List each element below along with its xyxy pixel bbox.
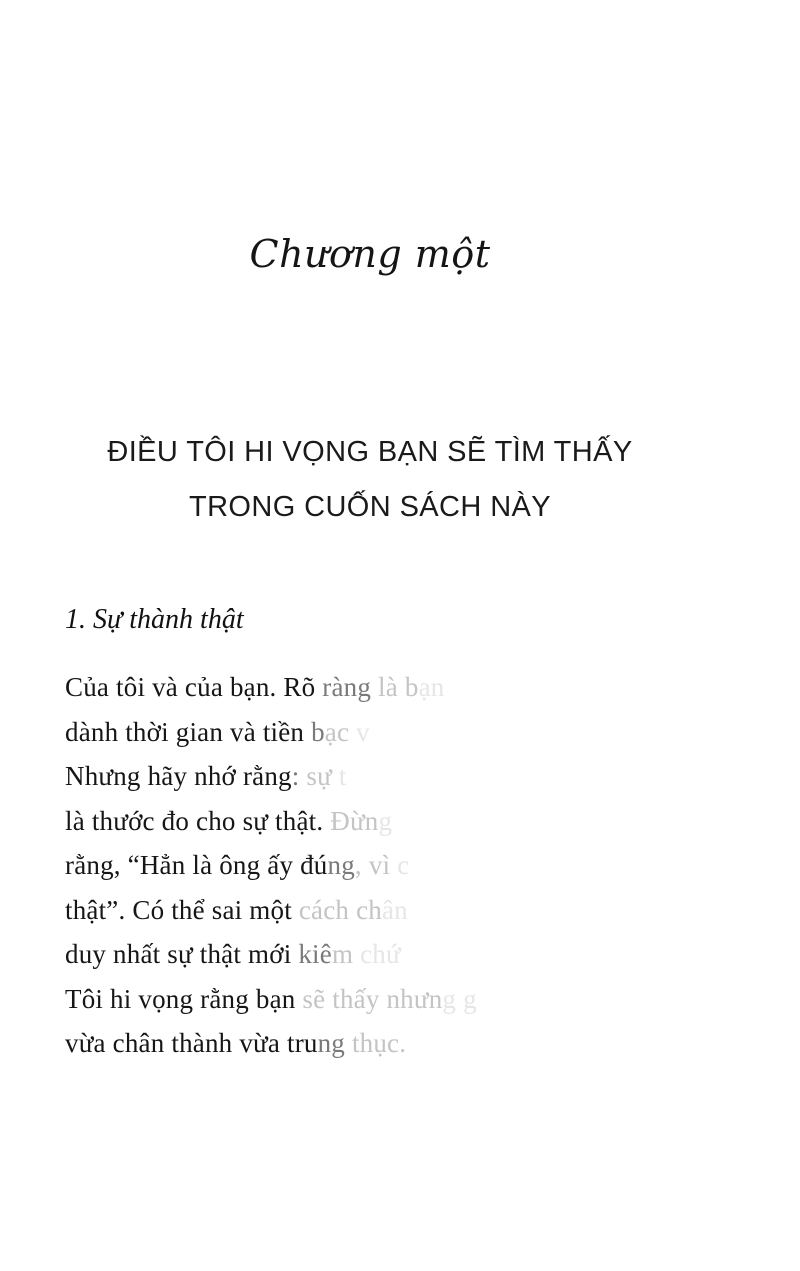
text-faded: sẽ thấy nhưn	[302, 983, 443, 1014]
text-hidden: ân	[381, 894, 408, 925]
text-visible: thật”. Có thể sai một	[65, 894, 299, 925]
text-visible: duy nhất sự thật mới	[65, 939, 299, 969]
text-hidden: g g	[442, 983, 477, 1014]
text-faded: thục.	[345, 1028, 407, 1058]
text-fading: :	[291, 761, 307, 791]
text-visible: Nhưng hãy nhớ rằng	[65, 761, 292, 791]
paragraph-line	[65, 1021, 625, 1066]
paragraph-line	[65, 932, 625, 977]
text-visible: Tôi hi vọng rằng bạn	[65, 983, 303, 1014]
text-visible: là thước đo cho sự thật.	[65, 805, 331, 836]
body-paragraph	[65, 665, 625, 1066]
paragraph-line	[65, 754, 625, 799]
paragraph-line	[65, 799, 625, 844]
text-hidden: t	[331, 761, 347, 791]
text-hidden: g	[378, 805, 393, 836]
text-faded: cách ch	[298, 894, 382, 925]
text-fading: ng	[317, 1028, 345, 1058]
text-faded: sự	[306, 761, 332, 791]
text-fading: ng	[327, 850, 355, 880]
text-visible: Của tôi và của bạn. Rõ	[65, 672, 323, 702]
paragraph-line	[65, 888, 625, 933]
paragraph-line	[65, 843, 625, 888]
text-visible: dành thời gian và tiền	[65, 716, 312, 747]
text-faded: là b	[371, 672, 419, 702]
chapter-title: Chương một	[249, 232, 491, 276]
text-fading: b	[311, 716, 325, 747]
text-hidden: c	[397, 850, 410, 880]
text-faded: m	[331, 939, 361, 969]
text-hidden: chứ	[360, 939, 401, 969]
text-faded: ạc	[324, 716, 357, 747]
paragraph-line	[65, 710, 625, 755]
text-fading: ràng	[322, 672, 372, 702]
text-faded: , vì	[354, 850, 398, 880]
text-visible: vừa chân thành vừa tru	[65, 1028, 318, 1058]
text-fading: kiê	[298, 939, 332, 969]
paragraph-line	[65, 977, 625, 1022]
chapter-heading-line-1: ĐIỀU TÔI HI VỌNG BẠN SẼ TÌM THẤY	[107, 436, 633, 468]
text-visible: rằng, “Hẳn là ông ấy đú	[65, 850, 328, 880]
text-hidden: ạn	[418, 672, 445, 702]
section-title: 1. Sự thành thật	[65, 604, 244, 635]
paragraph-line	[65, 665, 625, 710]
text-hidden: v	[356, 716, 370, 747]
chapter-heading-line-2: TRONG CUỐN SÁCH NÀY	[188, 491, 552, 523]
text-faded: Đừn	[330, 805, 379, 836]
